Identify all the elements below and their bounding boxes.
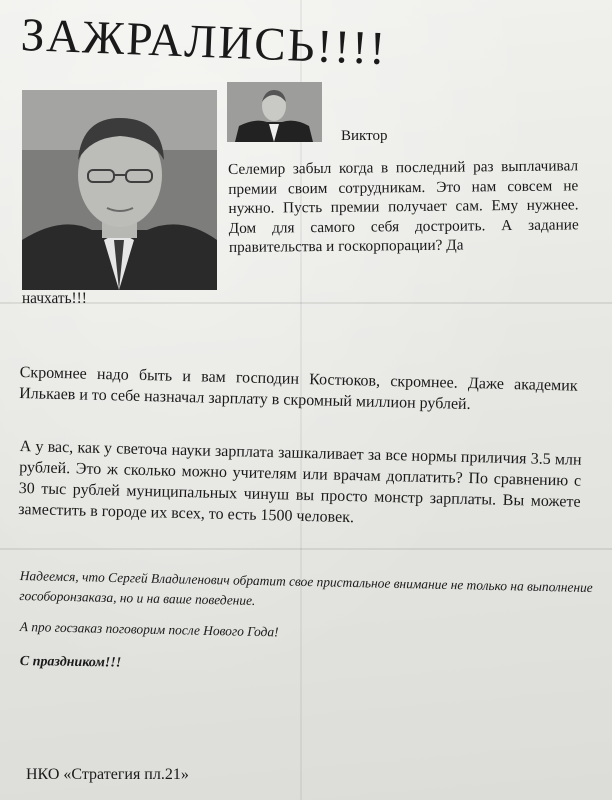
intro-tail: начхать!!! [22,290,87,307]
portrait-photo-small [227,82,322,142]
signature: НКО «Стратегия пл.21» [26,766,189,783]
italic-appeal: Надеемся, что Сергей Владиленович обратит свое пристальное внимание не только на выполнение гособоронзаказа, но и на ваше поведение. [19,567,593,608]
portrait-man-icon [22,90,217,290]
paragraph-modesty: Скромнее надо быть и вам господин Костюков, скромнее. Даже академик Илькаев и то себе назначал зарплату в скромный миллион рублей. [19,363,578,414]
leaflet-title: ЗАЖРАЛИСЬ!!!! [19,8,389,76]
paper-fold [0,548,612,550]
italic-new-year: А про госзаказ поговорим после Нового Года! [19,618,279,640]
portrait-man-icon [227,82,322,142]
person-name: Виктор [341,128,388,144]
intro-paragraph: Селемир забыл когда в последний раз выплачивал премии своим сотрудникам. Это нам совсем не нужно. Пусть премии получает сам. Ему нужнее. Дом для самого себя достроить. А задание правительства и госкорпорации? Да [228,157,579,256]
portrait-photo-large [22,90,217,290]
paragraph-salary: А у вас, как у светоча науки зарплата зашкаливает за все нормы приличия 3.5 млн рублей. Это ж сколько можно учителям или врачам доплатить? По сравнению с 30 тыс рублей муниципальных чинуш вы просто монстр зарплаты. Вы можете заместить в городе их всех, то есть 1500 человек. [17,437,582,527]
paper-fold [0,302,612,304]
greeting: С праздником!!! [19,653,122,671]
